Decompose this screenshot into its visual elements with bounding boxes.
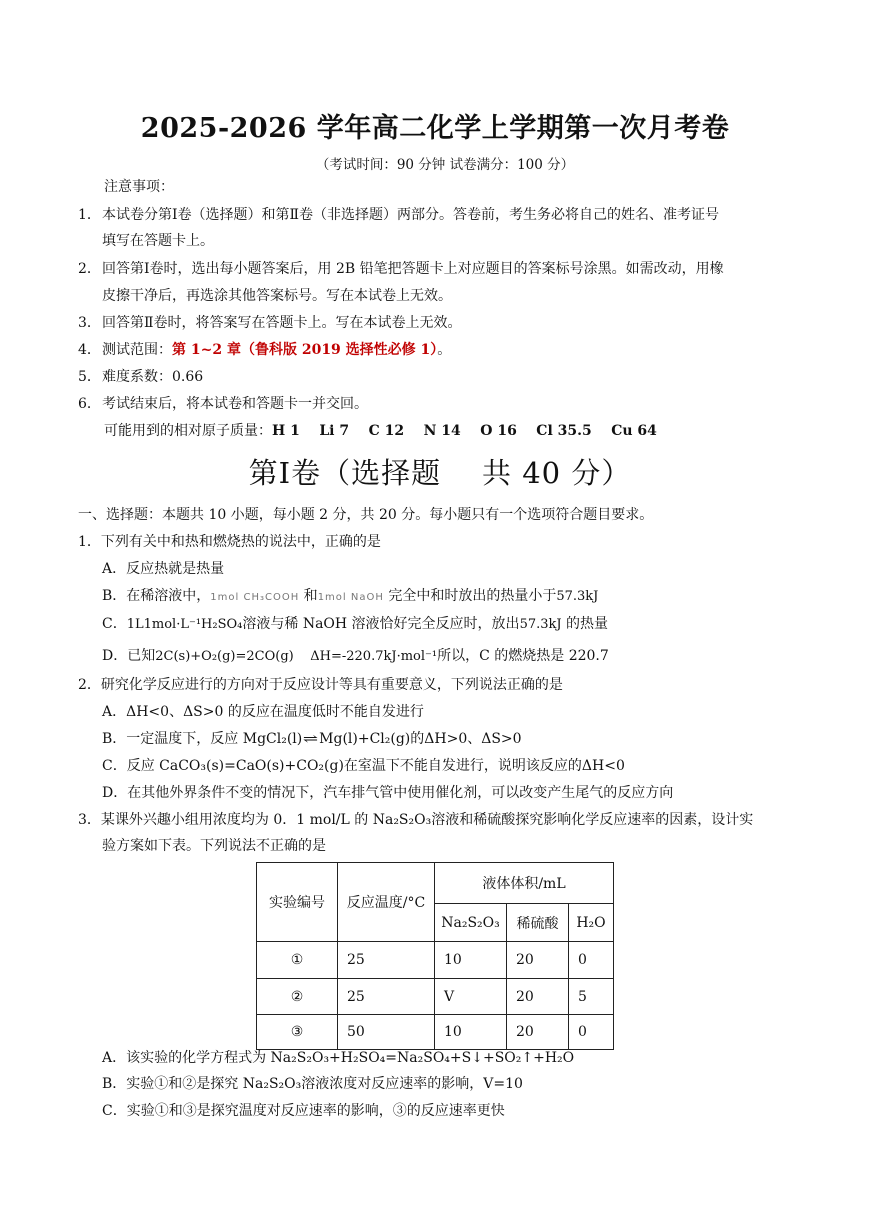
q1-b-mid: 和 bbox=[299, 588, 318, 604]
q3-option-b: B．实验①和②是探究 Na₂S₂O₃溶液浓度对反应速率的影响，V=10 bbox=[102, 1076, 523, 1092]
atomic-masses-label: 可能用到的相对原子质量： bbox=[104, 423, 272, 439]
note-text: 本试卷分第Ⅰ卷（选择题）和第Ⅱ卷（非选择题）两部分。答卷前，考生务必将自己的姓名、准考证号 bbox=[102, 207, 720, 223]
note-num: 6． bbox=[78, 396, 101, 412]
cell-temp: 25 bbox=[338, 942, 435, 979]
cell-v2: 20 bbox=[507, 1015, 569, 1050]
q3-option-c: C．实验①和③是探究温度对反应速率的影响，③的反应速率更快 bbox=[102, 1103, 505, 1119]
cell-temp: 50 bbox=[338, 1015, 435, 1050]
q2-option-a: A．ΔH<0、ΔS>0 的反应在温度低时不能自发进行 bbox=[102, 704, 424, 720]
question-2-stem: 2．研究化学反应进行的方向对于反应设计等具有重要意义，下列说法正确的是 bbox=[78, 677, 563, 693]
q1-option-d bbox=[102, 647, 609, 666]
note-2 bbox=[78, 260, 724, 278]
q2-b-prefix: B．一定温度下，反应 MgCl₂(l) bbox=[102, 731, 303, 747]
q2-option-b bbox=[102, 730, 522, 749]
q3-option-a: A．该实验的化学方程式为 Na₂S₂O₃+H₂SO₄=Na₂SO₄+S↓+SO₂↑+H₂O bbox=[102, 1050, 575, 1066]
cell-v1: 10 bbox=[435, 942, 507, 979]
q1-option-b bbox=[102, 587, 598, 607]
q1-b-post: 完全中和时放出的热量小于 bbox=[383, 588, 557, 604]
col-header-id: 实验编号 bbox=[257, 863, 338, 942]
note-3 bbox=[78, 314, 462, 332]
cell-v1: 10 bbox=[435, 1015, 507, 1050]
section-title: 第Ⅰ卷（选择题 共 40 分） bbox=[248, 456, 632, 490]
sub-col-h2so4: 稀硫酸 bbox=[507, 904, 569, 942]
test-scope-highlight: 第 1~2 章（鲁科版 2019 选择性必修 1） bbox=[172, 342, 438, 358]
cell-id: ③ bbox=[257, 1015, 338, 1050]
note-1-cont: 填写在答题卡上。 bbox=[102, 233, 214, 249]
table-row bbox=[257, 979, 614, 1015]
table-row bbox=[257, 1015, 614, 1050]
cell-v3: 0 bbox=[569, 1015, 614, 1050]
note-num: 3． bbox=[78, 315, 101, 331]
q2-b-post: Mg(l)+Cl₂(g)的ΔH>0、ΔS>0 bbox=[319, 731, 522, 747]
atomic-masses bbox=[104, 422, 657, 440]
q1-b-formula-image: 1mol CH₃COOH bbox=[210, 592, 300, 603]
note-num: 4． bbox=[78, 342, 101, 358]
sub-col-h2o: H₂O bbox=[569, 904, 614, 942]
q1-b-value: 57.3kJ bbox=[556, 589, 599, 604]
note-text: 考试结束后，将本试卷和答题卡一并交回。 bbox=[102, 396, 368, 412]
note-text: 回答第Ⅱ卷时，将答案写在答题卡上。写在本试卷上无效。 bbox=[102, 315, 462, 331]
exam-subtitle: （考试时间：90 分钟 试卷满分：100 分） bbox=[315, 157, 575, 173]
note-4 bbox=[78, 341, 451, 359]
note-5 bbox=[78, 368, 203, 386]
note-num: 1． bbox=[78, 207, 101, 223]
note-6 bbox=[78, 395, 368, 413]
col-header-volume: 液体体积/mL bbox=[435, 863, 614, 904]
q1-d-post: 所以，C 的燃烧热是 220.7 bbox=[437, 648, 609, 664]
cell-v3: 5 bbox=[569, 979, 614, 1015]
experiment-table bbox=[256, 862, 614, 1050]
cell-id: ② bbox=[257, 979, 338, 1015]
cell-id: ① bbox=[257, 942, 338, 979]
q1-b-formula-image-2: 1mol NaOH bbox=[317, 592, 384, 603]
cell-v2: 20 bbox=[507, 942, 569, 979]
cell-v3: 0 bbox=[569, 942, 614, 979]
note-num: 5． bbox=[78, 369, 101, 385]
question-1-stem: 1．下列有关中和热和燃烧热的说法中，正确的是 bbox=[78, 534, 381, 550]
table-row bbox=[257, 942, 614, 979]
cell-temp: 25 bbox=[338, 979, 435, 1015]
note-text: 回答第Ⅰ卷时，选出每小题答案后，用 2B 铅笔把答题卡上对应题目的答案标号涂黑。如需改动，用橡 bbox=[102, 261, 724, 277]
note-2-cont: 皮擦干净后，再选涂其他答案标号。写在本试卷上无效。 bbox=[102, 288, 452, 304]
question-3-stem-cont: 验方案如下表。下列说法不正确的是 bbox=[102, 838, 326, 854]
note-text: 测试范围： bbox=[102, 342, 172, 358]
notes-heading: 注意事项： bbox=[104, 179, 174, 195]
q2-option-d: D．在其他外界条件不变的情况下，汽车排气管中使用催化剂，可以改变产生尾气的反应方向 bbox=[102, 785, 674, 801]
section-instructions: 一、选择题：本题共 10 小题，每小题 2 分，共 20 分。每小题只有一个选项符合题目要求。 bbox=[78, 507, 654, 523]
q1-d-equation: 2C(s)+O₂(g)=2CO(g) ΔH=-220.7kJ·mol⁻¹ bbox=[155, 649, 438, 664]
cell-v1: V bbox=[435, 979, 507, 1015]
q1-b-prefix: B．在稀溶液中， bbox=[102, 588, 211, 604]
q1-c-post: 的热量 bbox=[561, 616, 609, 632]
note-num: 2． bbox=[78, 261, 101, 277]
q1-c-value: 57.3kJ bbox=[519, 617, 562, 632]
question-3-stem: 3．某课外兴趣小组用浓度均为 0．1 mol/L 的 Na₂S₂O₃溶液和稀硫酸探究影响化学反应速率的因素，设计实 bbox=[78, 812, 754, 828]
note-text: 难度系数：0.66 bbox=[102, 369, 204, 385]
note-1 bbox=[78, 206, 719, 224]
atomic-masses-values: H 1 Li 7 C 12 N 14 O 16 Cl 35.5 Cu 64 bbox=[272, 423, 657, 439]
note-tail: 。 bbox=[437, 342, 452, 358]
sub-col-na2s2o3: Na₂S₂O₃ bbox=[435, 904, 507, 942]
col-header-temp: 反应温度/°C bbox=[338, 863, 435, 942]
equilibrium-arrow-icon: ⇌ bbox=[303, 732, 319, 747]
q1-c-chem: 1L1mol·L⁻¹H₂SO₄ bbox=[126, 617, 243, 632]
q1-c-mid: 溶液与稀 NaOH 溶液恰好完全反应时，放出 bbox=[242, 616, 520, 632]
q1-c-prefix: C． bbox=[102, 616, 127, 632]
exam-title: 2025-2026 学年高二化学上学期第一次月考卷 bbox=[140, 113, 730, 144]
q1-d-prefix: D．已知 bbox=[102, 648, 156, 664]
cell-v2: 20 bbox=[507, 979, 569, 1015]
q1-option-a: A．反应热就是热量 bbox=[102, 561, 225, 577]
q2-option-c: C．反应 CaCO₃(s)=CaO(s)+CO₂(g)在室温下不能自发进行，说明该反应的ΔH<0 bbox=[102, 758, 625, 774]
q1-option-c bbox=[102, 615, 608, 634]
